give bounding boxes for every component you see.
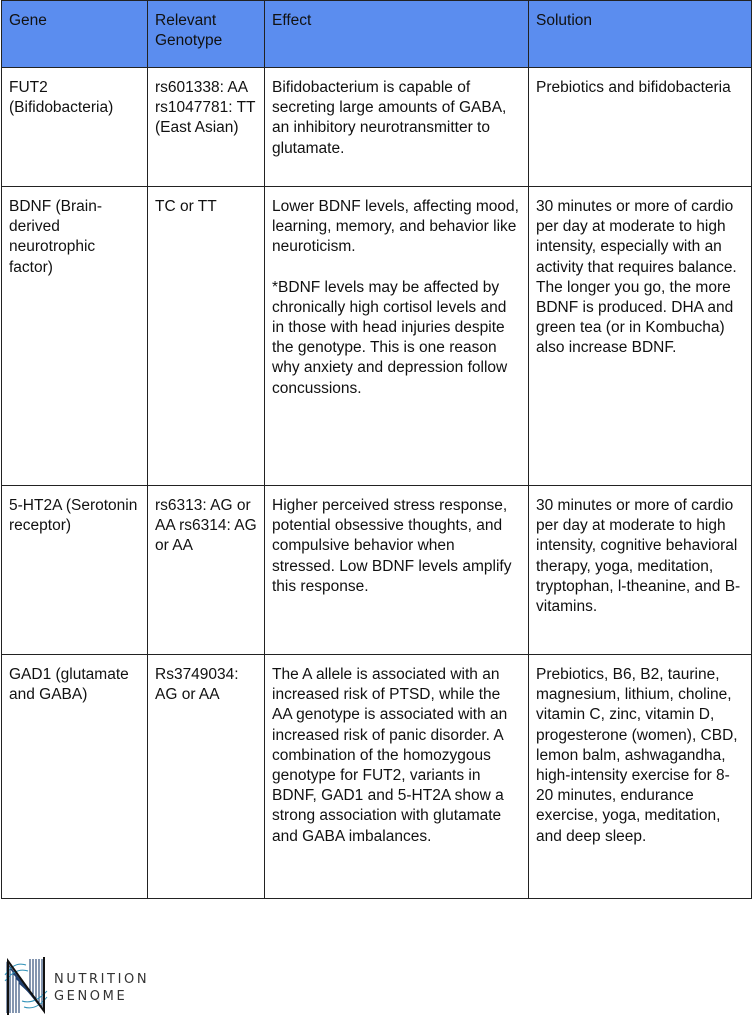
effect-cell	[265, 486, 529, 655]
header-genotype: Relevant Genotype	[148, 1, 265, 68]
solution-cell: 30 minutes or more of cardio per day at moderate to high intensity, especially with an activity that requires balance. The longer you go, the more BDNF is produced. DHA and green tea (or in Kombucha) also increase BDNF.	[529, 187, 752, 486]
logo-line-1: NUTRITION	[54, 972, 150, 987]
header-row	[2, 1, 752, 68]
gene-cell: BDNF (Brain-derived neurotrophic factor)	[2, 187, 148, 486]
genotype-cell: rs601338: AA rs1047781: TT (East Asian)	[148, 68, 265, 187]
header-gene: Gene	[2, 1, 148, 68]
effect-note: *BDNF levels may be affected by chronically high cortisol levels and in those with head injuries despite the genotype. This is one reason why anxiety and depression follow concussions.	[272, 278, 508, 397]
effect-paragraph: Lower BDNF levels, affecting mood, learning, memory, and behavior like neuroticism.	[272, 198, 519, 256]
effect-cell	[265, 68, 529, 187]
effect-paragraph: Higher perceived stress response, potential obsessive thoughts, and compulsive behavior when stressed. Low BDNF levels amplify this response.	[272, 497, 512, 595]
logo-line-2: GENOME	[54, 989, 128, 1004]
logo-wordmark	[54, 971, 149, 1005]
table-row	[2, 187, 752, 486]
nutrition-genome-logo-icon	[4, 955, 48, 1017]
table-row	[2, 486, 752, 655]
header-solution: Solution	[529, 1, 752, 68]
effect-cell	[265, 655, 529, 899]
gene-cell: 5-HT2A (Serotonin receptor)	[2, 486, 148, 655]
solution-cell: Prebiotics and bifidobacteria	[529, 68, 752, 187]
effect-paragraph: Bifidobacterium is capable of secreting large amounts of GABA, an inhibitory neurotransmitter to glutamate.	[272, 79, 507, 157]
effect-cell	[265, 187, 529, 486]
table-row	[2, 68, 752, 187]
header-effect: Effect	[265, 1, 529, 68]
genotype-cell: TC or TT	[148, 187, 265, 486]
nutrition-genome-logo	[4, 955, 154, 1017]
gene-table	[1, 0, 752, 899]
solution-cell: 30 minutes or more of cardio per day at moderate to high intensity, cognitive behavioral therapy, yoga, meditation, tryptophan, l-theanine, and B-vitamins.	[529, 486, 752, 655]
solution-cell: Prebiotics, B6, B2, taurine, magnesium, lithium, choline, vitamin C, zinc, vitamin D, progesterone (women), CBD, lemon balm, ashwagandha, high-intensity exercise for 8-20 minutes, endurance exercise, yoga, meditation, and deep sleep.	[529, 655, 752, 899]
table-row	[2, 655, 752, 899]
effect-paragraph: The A allele is associated with an increased risk of PTSD, while the AA genotype is associated with an increased risk of panic disorder. A combination of the homozygous genotype for FUT2, variants in BDNF, GAD1 and 5-HT2A show a strong association with glutamate and GABA imbalances.	[272, 666, 508, 845]
genotype-cell: Rs3749034: AG or AA	[148, 655, 265, 899]
gene-cell: GAD1 (glutamate and GABA)	[2, 655, 148, 899]
genotype-cell: rs6313: AG or AA rs6314: AG or AA	[148, 486, 265, 655]
gene-cell: FUT2 (Bifidobacteria)	[2, 68, 148, 187]
